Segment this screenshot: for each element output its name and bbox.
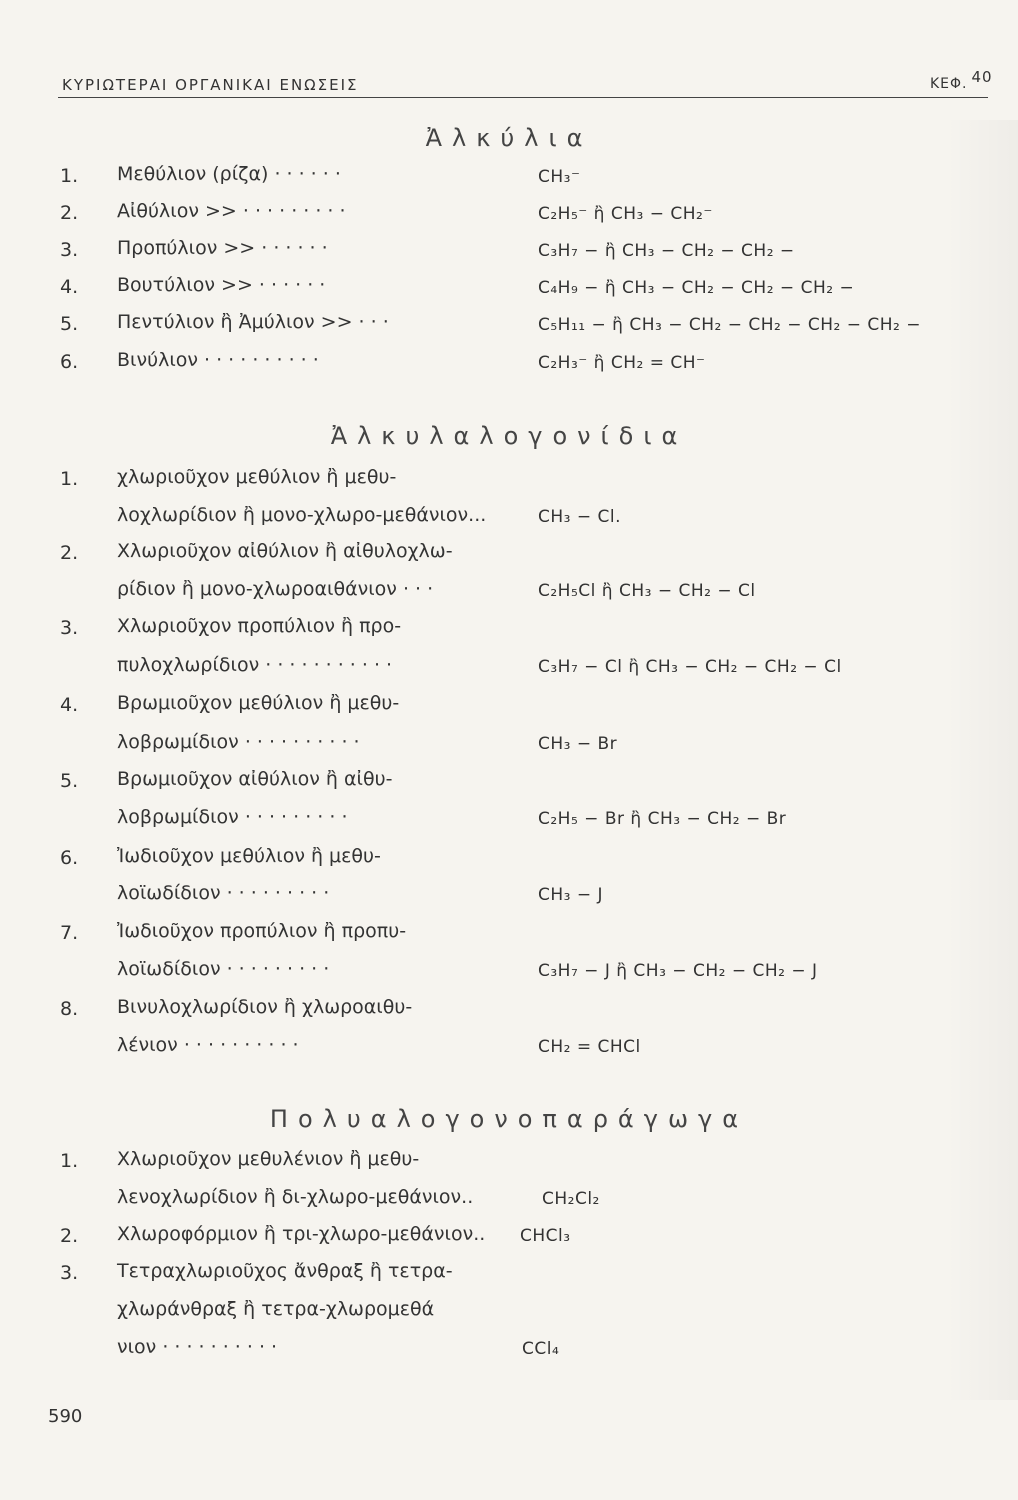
item-formula: CH₃ − Cl. (538, 507, 622, 527)
item-formula: C₂H₃⁻ ἢ CH₂ = CH⁻ (538, 353, 706, 373)
item-number: 7. (60, 922, 79, 944)
item-name-line: Ἰωδιοῦχον προπύλιον ἢ προπυ- (117, 920, 407, 942)
item-name-line: χλωράνθραξ ἢ τετρα-χλωρομεθά (117, 1298, 435, 1320)
item-number: 6. (60, 847, 79, 869)
item-number: 2. (60, 1225, 79, 1247)
header-rule (58, 97, 988, 98)
item-name-line: Χλωριοῦχον προπύλιον ἢ προ- (117, 615, 402, 637)
item-formula: C₄H₉ − ἢ CH₃ − CH₂ − CH₂ − CH₂ − (538, 278, 855, 298)
section-title-polyalogonoparagoga: Πολυαλογονοπαράγωγα (269, 1105, 749, 1133)
section-title-alkylalogonidia: Ἀλκυλαλογονίδια (330, 422, 688, 450)
item-number: 2. (60, 542, 79, 564)
item-formula: C₅H₁₁ − ἢ CH₃ − CH₂ − CH₂ − CH₂ − CH₂ − (538, 315, 922, 335)
item-formula: C₃H₇ − Cl ἢ CH₃ − CH₂ − CH₂ − Cl (538, 657, 842, 677)
item-number: 4. (60, 694, 79, 716)
item-name: Μεθύλιον (ρίζα) · · · · · · (117, 163, 341, 185)
item-formula: CH₂Cl₂ (542, 1189, 600, 1209)
item-number: 6. (60, 351, 79, 373)
item-name: Πεντύλιον ἢ Ἀμύλιον >> · · · (117, 311, 389, 333)
item-name-line: λένιον · · · · · · · · · · (117, 1034, 299, 1056)
item-name-line: Βινυλοχλωρίδιον ἢ χλωροαιθυ- (117, 996, 413, 1018)
item-name: Προπύλιον >> · · · · · · (117, 237, 328, 259)
item-formula: C₃H₇ − ἢ CH₃ − CH₂ − CH₂ − (538, 241, 795, 261)
page-shadow (945, 120, 1018, 1400)
item-number: 4. (60, 276, 79, 298)
running-header: ΚΥΡΙΩΤΕΡΑΙ ΟΡΓΑΝΙΚΑΙ ΕΝΩΣΕΙΣ (62, 76, 359, 94)
item-name-line: ρίδιον ἢ μονο-χλωροαιθάνιον · · · (117, 578, 434, 600)
item-formula: CH₃ − J (538, 885, 604, 905)
item-number: 5. (60, 313, 79, 335)
item-number: 1. (60, 165, 79, 187)
item-name-line: λοβρωμίδιον · · · · · · · · · · (117, 731, 360, 753)
item-number: 8. (60, 998, 79, 1020)
item-number: 1. (60, 1150, 79, 1172)
item-number: 3. (60, 239, 79, 261)
item-formula: CH₃⁻ (538, 167, 581, 187)
item-name-line: λοχλωρίδιον ἢ μονο-χλωρο-μεθάνιον... (117, 504, 487, 526)
chapter-number: 40 (971, 68, 993, 86)
item-number: 1. (60, 468, 79, 490)
item-number: 3. (60, 617, 79, 639)
item-name-line: λοβρωμίδιον · · · · · · · · · (117, 806, 348, 828)
item-name: Αἰθύλιον >> · · · · · · · · · (117, 200, 346, 222)
item-number: 3. (60, 1262, 79, 1284)
item-formula: C₂H₅ − Br ἢ CH₃ − CH₂ − Br (538, 809, 787, 829)
item-formula: C₃H₇ − J ἢ CH₃ − CH₂ − CH₂ − J (538, 961, 818, 981)
item-name-line: Τετραχλωριοῦχος ἄνθραξ ἢ τετρα- (117, 1260, 453, 1282)
item-formula: CH₃ − Br (538, 734, 618, 754)
item-formula: CCl₄ (522, 1339, 560, 1359)
item-name-line: Χλωροφόρμιον ἢ τρι-χλωρο-μεθάνιον.. (117, 1223, 486, 1245)
item-formula: CH₂ = CHCl (538, 1037, 641, 1057)
item-name: Βουτύλιον >> · · · · · · (117, 274, 326, 296)
item-name-line: Χλωριοῦχον αἰθύλιον ἢ αἰθυλοχλω- (117, 540, 453, 562)
item-name-line: Βρωμιοῦχον αἰθύλιον ἢ αἰθυ- (117, 768, 393, 790)
item-name: Βινύλιον · · · · · · · · · · (117, 349, 319, 371)
item-formula: C₂H₅Cl ἢ CH₃ − CH₂ − Cl (538, 581, 756, 601)
item-number: 2. (60, 202, 79, 224)
page-number: 590 (48, 1406, 83, 1427)
item-name-line: λοϊωδίδιον · · · · · · · · · (117, 958, 330, 980)
section-title-alkylia: Ἀλκύλια (425, 124, 593, 152)
item-name-line: νιον · · · · · · · · · · (117, 1336, 278, 1358)
item-name-line: χλωριοῦχον μεθύλιον ἢ μεθυ- (117, 466, 397, 488)
item-formula: C₂H₅⁻ ἢ CH₃ − CH₂⁻ (538, 204, 713, 224)
item-name-line: Χλωριοῦχον μεθυλένιον ἢ μεθυ- (117, 1148, 420, 1170)
item-name-line: λενοχλωρίδιον ἢ δι-χλωρο-μεθάνιον.. (117, 1186, 474, 1208)
item-name-line: Ἰωδιοῦχον μεθύλιον ἢ μεθυ- (117, 845, 381, 867)
item-name-line: Βρωμιοῦχον μεθύλιον ἢ μεθυ- (117, 692, 400, 714)
item-name-line: πυλοχλωρίδιον · · · · · · · · · · · (117, 654, 393, 676)
item-name-line: λοϊωδίδιον · · · · · · · · · (117, 882, 330, 904)
chapter-label: ΚΕΦ. 40 (930, 68, 993, 92)
item-formula: CHCl₃ (520, 1226, 571, 1246)
item-number: 5. (60, 770, 79, 792)
